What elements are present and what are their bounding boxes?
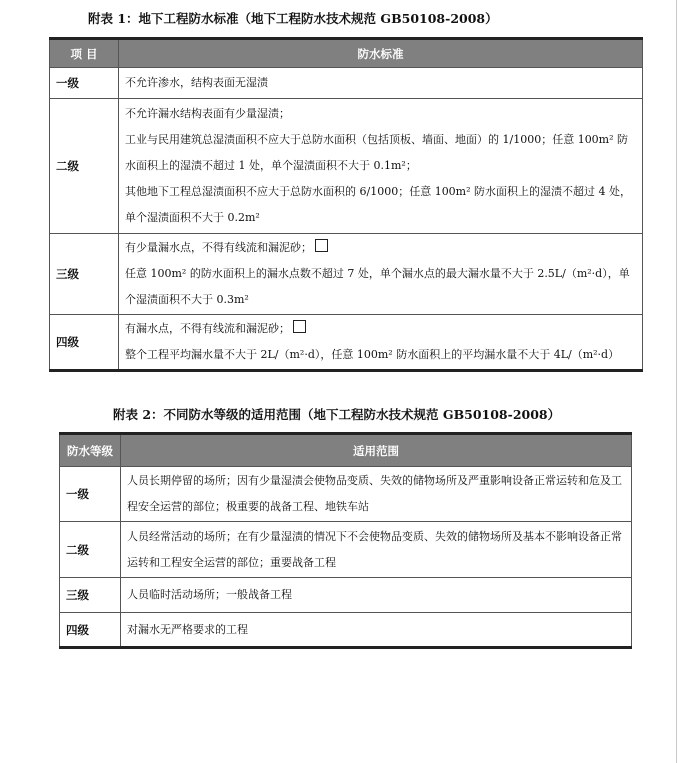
scope-cell: 人员长期停留的场所；因有少量湿渍会使物品变质、失效的储物场所及严重影响设备正常运转和危及工程安全运营的部位；极重要的战备工程、地铁车站 [121,467,632,522]
table-row [50,68,643,99]
level-cell: 四级 [60,613,121,648]
standard-line-text: 有漏水点，不得有线流和漏泥砂； [125,322,290,335]
table-row [60,578,632,613]
table-row [60,522,632,578]
level-cell: 三级 [60,578,121,613]
table-row [60,613,632,648]
checkbox-icon[interactable] [293,320,306,333]
level-cell: 四级 [50,315,119,371]
standard-line-text: 有少量漏水点，不得有线流和漏泥砂； [125,241,312,254]
standard-cell [119,99,643,234]
standard-line [125,235,636,261]
standard-line: 任意 100m² 的防水面积上的漏水点数不超过 7 处，单个漏水点的最大漏水量不大于 2.5L/（m²·d），单个湿渍面积不大于 0.3m² [125,267,630,306]
table-row [50,99,643,234]
table-row [50,234,643,315]
level-cell: 一级 [60,467,121,522]
table2-title: 附表 2：不同防水等级的适用范围（地下工程防水技术规范 GB50108-2008） [113,407,561,422]
standard-line: 其他地下工程总湿渍面积不应大于总防水面积的 6/1000；任意 100m² 防水面积上的湿渍不超过 4 处，单个湿渍面积不大于 0.2m² [125,185,632,224]
table-row [50,315,643,371]
header-scope: 适用范围 [121,434,632,467]
checkbox-icon[interactable] [315,239,328,252]
standard-cell [119,315,643,371]
header-level: 防水等级 [60,434,121,467]
scope-cell: 对漏水无严格要求的工程 [121,613,632,648]
standard-cell [119,234,643,315]
scope-cell: 人员经常活动的场所；在有少量湿渍的情况下不会使物品变质、失效的储物场所及基本不影响设备正常运转和工程安全运营的部位；重要战备工程 [121,522,632,578]
standard-line: 不允许渗水，结构表面无湿渍 [125,76,268,89]
level-cell: 三级 [50,234,119,315]
waterproof-standard-table [49,37,643,372]
standard-line: 整个工程平均漏水量不大于 2L/（m²·d），任意 100m² 防水面积上的平均漏水量不大于 4L/（m²·d） [125,348,620,361]
applicable-scope-table [59,432,632,649]
standard-line: 工业与民用建筑总湿渍面积不应大于总防水面积（包括顶板、墙面、地面）的 1/1000；任意 100m² 防水面积上的湿渍不超过 1 处，单个湿渍面积不大于 0.1m²； [125,133,629,172]
table-row [60,467,632,522]
table-header-row [50,39,643,68]
standard-line [125,316,636,342]
page-edge-line [676,0,677,763]
standard-cell [119,68,643,99]
level-cell: 一级 [50,68,119,99]
table-header-row [60,434,632,467]
header-standard: 防水标准 [119,39,643,68]
standard-line: 不允许漏水结构表面有少量湿渍； [125,107,290,120]
scope-cell: 人员临时活动场所；一般战备工程 [121,578,632,613]
header-item: 项 目 [50,39,119,68]
level-cell: 二级 [50,99,119,234]
level-cell: 二级 [60,522,121,578]
table1-title: 附表 1：地下工程防水标准（地下工程防水技术规范 GB50108-2008） [88,11,498,26]
